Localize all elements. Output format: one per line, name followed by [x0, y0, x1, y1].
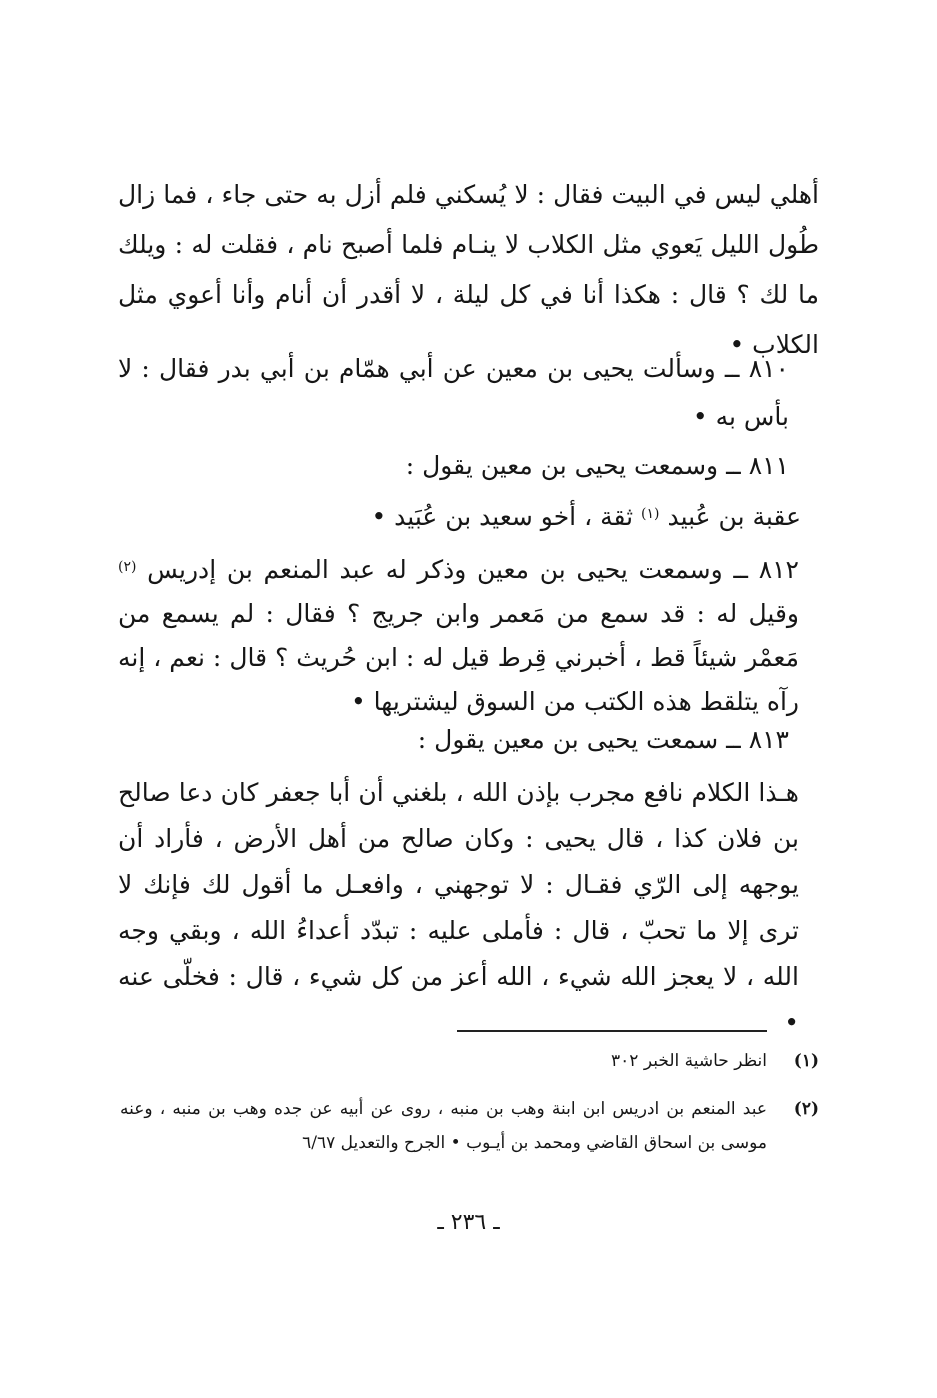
entry-811-text: وسمعت يحيى بن معين يقول :: [405, 451, 719, 480]
entry-811-quote-part1: عقبة بن عُبيد: [667, 502, 801, 531]
footnote-1-text: انظر حاشية الخبر ٣٠٢: [611, 1051, 767, 1071]
footnote-2-marker: (٢): [793, 1099, 819, 1119]
entry-811-quote: [118, 494, 819, 537]
entry-812-number: ٨١٢ ــ: [733, 555, 799, 584]
footnote-ref-2: (٢): [118, 559, 137, 575]
entry-810-number: ٨١٠ ــ: [724, 354, 789, 383]
entry-813: [118, 720, 819, 760]
footnote-1-marker: (١): [793, 1051, 819, 1071]
paragraph-continuation: أهلي ليس في البيت فقال : لا يُسكني فلم أزل به حتى جاء ، فما زال طُول الليل يَعوي مثل الكلاب لا ينـام فلما أصبح نام ، فقلت له : ويلك ما لك ؟ قال : هكذا أنا في كل ليلة ، لا أقدر أن أنام وأنا أعوي مثل الكلاب •: [118, 180, 819, 359]
entry-813-quote: هـذا الكلام نافع مجرب بإذن الله ، بلغني أن أبا جعفر كان دعا صالح بن فلان كذا ، قال يحيى : وكان صالح من أهل الأرض ، فأراد أن يوجهه إلى الرّي فقـال : لا توجهني ، وافعـل ما أقول لك فإنك لا ترى إلا ما تحبّ ، قال : فأملى عليه : تبدّد أعداءُ الله ، وبقي وجه الله ، لا يعجز الله شيء ، الله أعز من كل شيء ، قال : فخلّى عنه •: [118, 778, 799, 1037]
entry-811: [118, 446, 819, 486]
footnote-divider: [457, 1030, 767, 1032]
footnote-2-text: عبد المنعم بن ادريس ابن ابنة وهب بن منبه ، روى عن أبيه عن جده وهب بن منبه ، وعنه موسى بن اسحاق القاضي ومحمد بن أيـوب • الجرح والتعديل ٦/٦٧: [120, 1099, 767, 1153]
entry-811-number: ٨١١ ــ: [726, 451, 789, 480]
entry-812-text-part2: وقيل له : قد سمع من مَعمر وابن جريج ؟ فقال : لم يسمع من مَعمْر شيئاً قط ، أخبرني قِرط قيل له : ابن حُريث ؟ قال : نعم ، إنه رآه يتلقط هذه الكتب من السوق ليشتريها •: [118, 599, 799, 716]
entry-812: [118, 545, 819, 724]
footnote-ref-1: (١): [641, 506, 660, 522]
entry-810-text: وسألت يحيى بن معين عن أبي همّام بن أبي بدر فقال : لا بأس به •: [118, 354, 789, 431]
entry-812-text-part1: وسمعت يحيى بن معين وذكر له عبد المنعم بن إدريس: [147, 555, 723, 584]
entry-813-number: ٨١٣ ــ: [726, 725, 789, 754]
page-number: ـ ٢٣٦ ـ: [437, 1210, 500, 1235]
entry-813-text: سمعت يحيى بن معين يقول :: [417, 725, 719, 754]
footnote-2: [120, 1092, 819, 1160]
footnote-1: [120, 1044, 819, 1078]
entry-810: [118, 345, 819, 441]
entry-811-quote-part2: ثقة ، أخو سعيد بن عُبَيد •: [371, 502, 634, 531]
